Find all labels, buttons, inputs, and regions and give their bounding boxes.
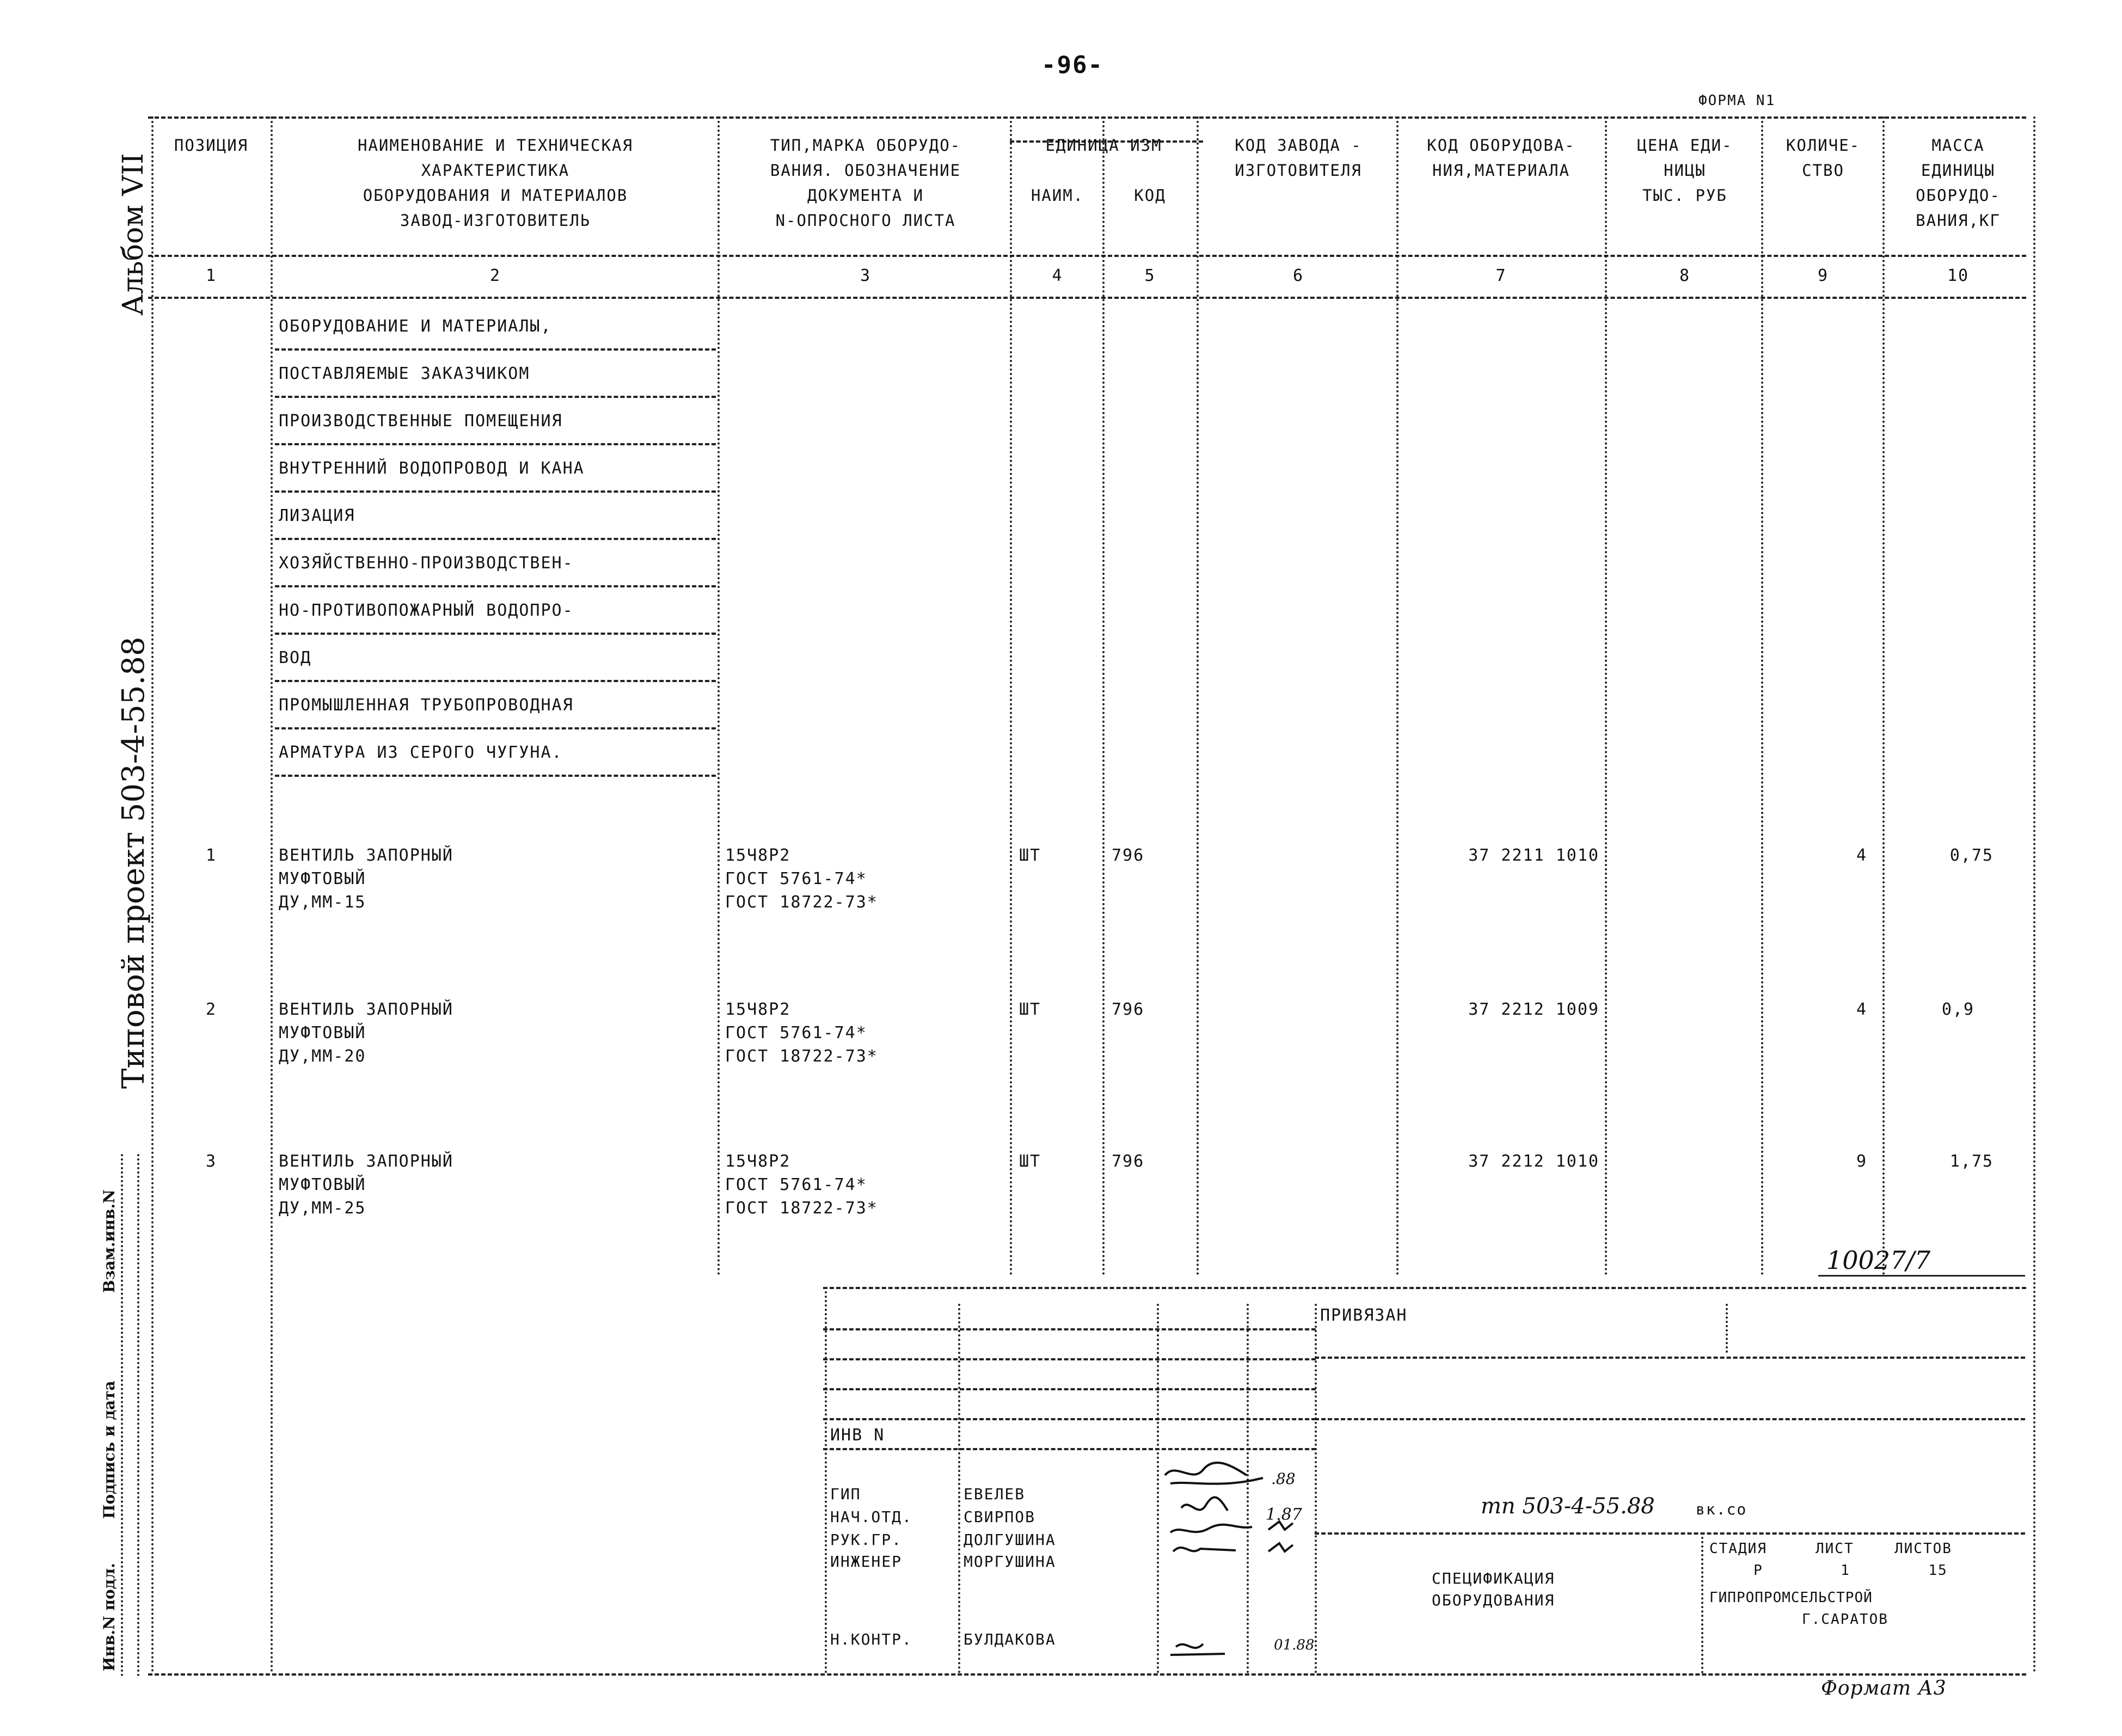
section-line: ОБОРУДОВАНИЕ И МАТЕРИАЛЫ, xyxy=(279,317,552,336)
stamp-privyazan-bottom xyxy=(1315,1357,2025,1359)
page-number: -96- xyxy=(1041,51,1103,79)
item-qty: 4 xyxy=(1856,1000,1867,1019)
table-bottom-border xyxy=(148,1673,2026,1676)
column-number-divider xyxy=(148,297,2026,299)
item-equip-code: 37 2211 1010 xyxy=(1468,846,1599,865)
section-line: ПОСТАВЛЯЕМЫЕ ЗАКАЗЧИКОМ xyxy=(279,364,530,383)
stamp-sheet-label: ЛИСТ xyxy=(1816,1541,1854,1557)
margin-replaced-inv: Взам.инв.N xyxy=(100,1189,118,1293)
header-position: ПОЗИЦИЯ xyxy=(174,136,249,155)
item-unit-code: 796 xyxy=(1112,846,1145,865)
stamp-person: БУЛДАКОВА xyxy=(964,1630,1056,1648)
header-unit-name: НАИМ. xyxy=(1031,186,1084,205)
header-name-2: ХАРАКТЕРИСТИКА xyxy=(421,161,570,180)
section-line: ПРОМЫШЛЕННАЯ ТРУБОПРОВОДНАЯ xyxy=(279,696,574,715)
item-name: ДУ,ММ-25 xyxy=(279,1199,366,1218)
column-number: 9 xyxy=(1817,266,1829,285)
col-sep-3 xyxy=(1010,116,1012,1276)
stamp-stage-label: СТАДИЯ xyxy=(1709,1541,1767,1557)
margin-stamp-divider xyxy=(137,1154,139,1677)
stamp-title: СПЕЦИФИКАЦИЯ xyxy=(1432,1569,1555,1587)
stamp-date: 1.87 xyxy=(1266,1505,1302,1524)
item-type: ГОСТ 5761-74* xyxy=(725,1023,867,1042)
section-divider xyxy=(275,585,716,587)
column-number: 6 xyxy=(1292,266,1304,285)
column-number: 3 xyxy=(860,266,872,285)
stamp-organization: ГИПРОПРОМСЕЛЬСТРОЙ xyxy=(1709,1590,1873,1606)
item-qty: 9 xyxy=(1856,1152,1867,1171)
column-number: 2 xyxy=(489,266,501,285)
stamp-person: ЕВЕЛЕВ xyxy=(964,1485,1026,1503)
stamp-doc-suffix: вк.со xyxy=(1696,1500,1747,1518)
section-divider xyxy=(275,348,716,351)
item-unit: ШТ xyxy=(1019,1000,1041,1019)
stamp-person: СВИРПОВ xyxy=(964,1508,1036,1526)
margin-inv-original: Инв.N подл. xyxy=(100,1563,118,1671)
col-sep-7 xyxy=(1605,116,1607,1276)
section-line: АРМАТУРА ИЗ СЕРОГО ЧУГУНА. xyxy=(279,743,563,762)
item-name: ВЕНТИЛЬ ЗАПОРНЫЙ xyxy=(279,1152,453,1171)
stamp-top-border xyxy=(823,1287,2026,1289)
col-sep-1 xyxy=(271,116,273,1673)
item-type: 15Ч8Р2 xyxy=(725,1152,791,1171)
section-line: ВОД xyxy=(279,648,312,667)
section-divider xyxy=(275,538,716,540)
stamp-role: НАЧ.ОТД. xyxy=(830,1508,912,1526)
header-type-1: ТИП,МАРКА ОБОРУДО- xyxy=(770,136,961,155)
column-number: 5 xyxy=(1144,266,1156,285)
item-unit: ШТ xyxy=(1019,846,1041,865)
item-name: ВЕНТИЛЬ ЗАПОРНЫЙ xyxy=(279,846,453,865)
header-mass-3: ОБОРУДО- xyxy=(1916,186,2001,205)
stamp-role: Н.КОНТР. xyxy=(830,1630,912,1648)
header-unit: ЕДИНИЦА ИЗМ xyxy=(1045,136,1162,155)
item-unit-code: 796 xyxy=(1112,1152,1145,1171)
column-number: 1 xyxy=(205,266,217,285)
item-mass: 1,75 xyxy=(1949,1152,1994,1171)
header-type-4: N-ОПРОСНОГО ЛИСТА xyxy=(775,211,956,230)
header-price-3: ТЫС. РУБ xyxy=(1642,186,1727,205)
margin-album-label: Альбом VII xyxy=(117,153,150,316)
section-divider xyxy=(275,775,716,777)
stamp-role: РУК.ГР. xyxy=(830,1531,903,1549)
header-type-2: ВАНИЯ. ОБОЗНАЧЕНИЕ xyxy=(770,161,961,180)
handwritten-archive-number: 10027/7 xyxy=(1826,1246,1931,1275)
stamp-person: МОРГУШИНА xyxy=(964,1553,1056,1571)
stamp-sheets-label: ЛИСТОВ xyxy=(1894,1541,1952,1557)
header-type-3: ДОКУМЕНТА И xyxy=(807,186,924,205)
col-sep-2 xyxy=(717,116,720,1276)
stamp-row-line xyxy=(823,1418,1316,1420)
item-type: 15Ч8Р2 xyxy=(725,1000,791,1019)
form-label: ФОРМА N1 xyxy=(1698,93,1776,109)
header-qty-2: СТВО xyxy=(1802,161,1844,180)
stamp-sheet-value: 1 xyxy=(1841,1562,1850,1579)
item-position: 3 xyxy=(205,1152,217,1171)
handwritten-signatures xyxy=(1160,1459,1323,1671)
stamp-title: ОБОРУДОВАНИЯ xyxy=(1432,1591,1555,1609)
stamp-org-divider xyxy=(1701,1532,1703,1673)
item-equip-code: 37 2212 1009 xyxy=(1468,1000,1599,1019)
margin-stamp-divider xyxy=(121,1154,123,1677)
item-name: ДУ,ММ-20 xyxy=(279,1047,366,1066)
stamp-row-line xyxy=(823,1448,1316,1450)
section-line: ХОЗЯЙСТВЕННО-ПРОИЗВОДСТВЕН- xyxy=(279,554,574,573)
handwritten-underline xyxy=(1818,1275,2025,1277)
stamp-person: ДОЛГУШИНА xyxy=(964,1531,1056,1549)
item-equip-code: 37 2212 1010 xyxy=(1468,1152,1599,1171)
header-mass-2: ЕДИНИЦЫ xyxy=(1921,161,1996,180)
section-line: НО-ПРОТИВОПОЖАРНЫЙ ВОДОПРО- xyxy=(279,601,574,620)
stamp-date: 01.88 xyxy=(1274,1637,1315,1653)
stamp-privyazan-divider xyxy=(1726,1304,1728,1353)
item-name: ДУ,ММ-15 xyxy=(279,893,366,912)
section-line: ПРОИЗВОДСТВЕННЫЕ ПОМЕЩЕНИЯ xyxy=(279,412,563,431)
section-line: ЛИЗАЦИЯ xyxy=(279,506,355,525)
item-name: МУФТОВЫЙ xyxy=(279,1023,366,1042)
stamp-sheets-value: 15 xyxy=(1928,1562,1948,1579)
header-equip-code-2: НИЯ,МАТЕРИАЛА xyxy=(1432,161,1570,180)
stamp-date: .88 xyxy=(1271,1470,1296,1488)
col-sep-8 xyxy=(1761,116,1763,1276)
item-type: ГОСТ 18722-73* xyxy=(725,1199,878,1218)
column-number: 4 xyxy=(1052,266,1063,285)
stamp-doc-code: тп 503-4-55.88 xyxy=(1481,1494,1655,1519)
header-price-2: НИЦЫ xyxy=(1664,161,1706,180)
item-unit: ШТ xyxy=(1019,1152,1041,1171)
section-divider xyxy=(275,490,716,493)
section-divider xyxy=(275,727,716,729)
stamp-stage-value: Р xyxy=(1753,1562,1763,1579)
header-price-1: ЦЕНА ЕДИ- xyxy=(1637,136,1733,155)
col-sep-0 xyxy=(151,116,154,1673)
item-position: 1 xyxy=(205,846,217,865)
item-qty: 4 xyxy=(1856,846,1867,865)
stamp-city: Г.САРАТОВ xyxy=(1802,1611,1888,1628)
stamp-row-line xyxy=(823,1328,1316,1330)
column-number: 8 xyxy=(1679,266,1691,285)
col-sep-4 xyxy=(1102,116,1105,1276)
stamp-row-line xyxy=(823,1388,1316,1390)
stamp-role: ИНЖЕНЕР xyxy=(830,1553,903,1571)
section-divider xyxy=(275,443,716,445)
section-line: ВНУТРЕННИЙ ВОДОПРОВОД И КАНА xyxy=(279,459,585,478)
item-type: 15Ч8Р2 xyxy=(725,846,791,865)
item-name: МУФТОВЫЙ xyxy=(279,1175,366,1194)
item-position: 2 xyxy=(205,1000,217,1019)
header-unit-code: КОД xyxy=(1134,186,1166,205)
col-sep-5 xyxy=(1197,116,1199,1276)
section-divider xyxy=(275,396,716,398)
header-mass-4: ВАНИЯ,КГ xyxy=(1916,211,2001,230)
table-top-border xyxy=(148,116,2026,119)
stamp-privyazan-label: ПРИВЯЗАН xyxy=(1320,1306,1408,1325)
stamp-code-bottom xyxy=(1315,1532,2025,1535)
stamp-code-top xyxy=(1315,1418,2025,1420)
header-name-3: ОБОРУДОВАНИЯ И МАТЕРИАЛОВ xyxy=(363,186,628,205)
header-equip-code-1: КОД ОБОРУДОВА- xyxy=(1427,136,1575,155)
item-type: ГОСТ 18722-73* xyxy=(725,1047,878,1066)
header-qty-1: КОЛИЧЕ- xyxy=(1786,136,1861,155)
item-name: ВЕНТИЛЬ ЗАПОРНЫЙ xyxy=(279,1000,453,1019)
item-type: ГОСТ 18722-73* xyxy=(725,893,878,912)
item-type: ГОСТ 5761-74* xyxy=(725,869,867,888)
item-mass: 0,9 xyxy=(1941,1000,1974,1019)
stamp-left-border xyxy=(825,1287,827,1673)
stamp-role: ГИП xyxy=(830,1485,861,1503)
header-plant-code-2: ИЗГОТОВИТЕЛЯ xyxy=(1235,161,1362,180)
section-divider xyxy=(275,680,716,682)
col-sep-6 xyxy=(1396,116,1399,1276)
item-type: ГОСТ 5761-74* xyxy=(725,1175,867,1194)
column-number: 7 xyxy=(1495,266,1507,285)
header-plant-code-1: КОД ЗАВОДА - xyxy=(1235,136,1362,155)
item-mass: 0,75 xyxy=(1949,846,1994,865)
column-number: 10 xyxy=(1947,266,1970,285)
stamp-inv-label: ИНВ N xyxy=(830,1426,885,1445)
margin-signature-date: Подпись и дата xyxy=(100,1381,118,1519)
margin-project-label: Типовой проект 503-4-55.88 xyxy=(116,636,151,1089)
item-unit-code: 796 xyxy=(1112,1000,1145,1019)
item-name: МУФТОВЫЙ xyxy=(279,869,366,888)
format-label: Формат А3 xyxy=(1821,1677,1947,1700)
col-sep-9 xyxy=(1882,116,1885,1276)
section-divider xyxy=(275,633,716,635)
header-name-4: ЗАВОД-ИЗГОТОВИТЕЛЬ xyxy=(400,211,591,230)
header-divider xyxy=(148,255,2026,257)
header-name-1: НАИМЕНОВАНИЕ И ТЕХНИЧЕСКАЯ xyxy=(358,136,633,155)
stamp-row-line xyxy=(823,1358,1316,1360)
col-sep-10 xyxy=(2033,116,2035,1673)
header-mass-1: МАССА xyxy=(1931,136,1985,155)
